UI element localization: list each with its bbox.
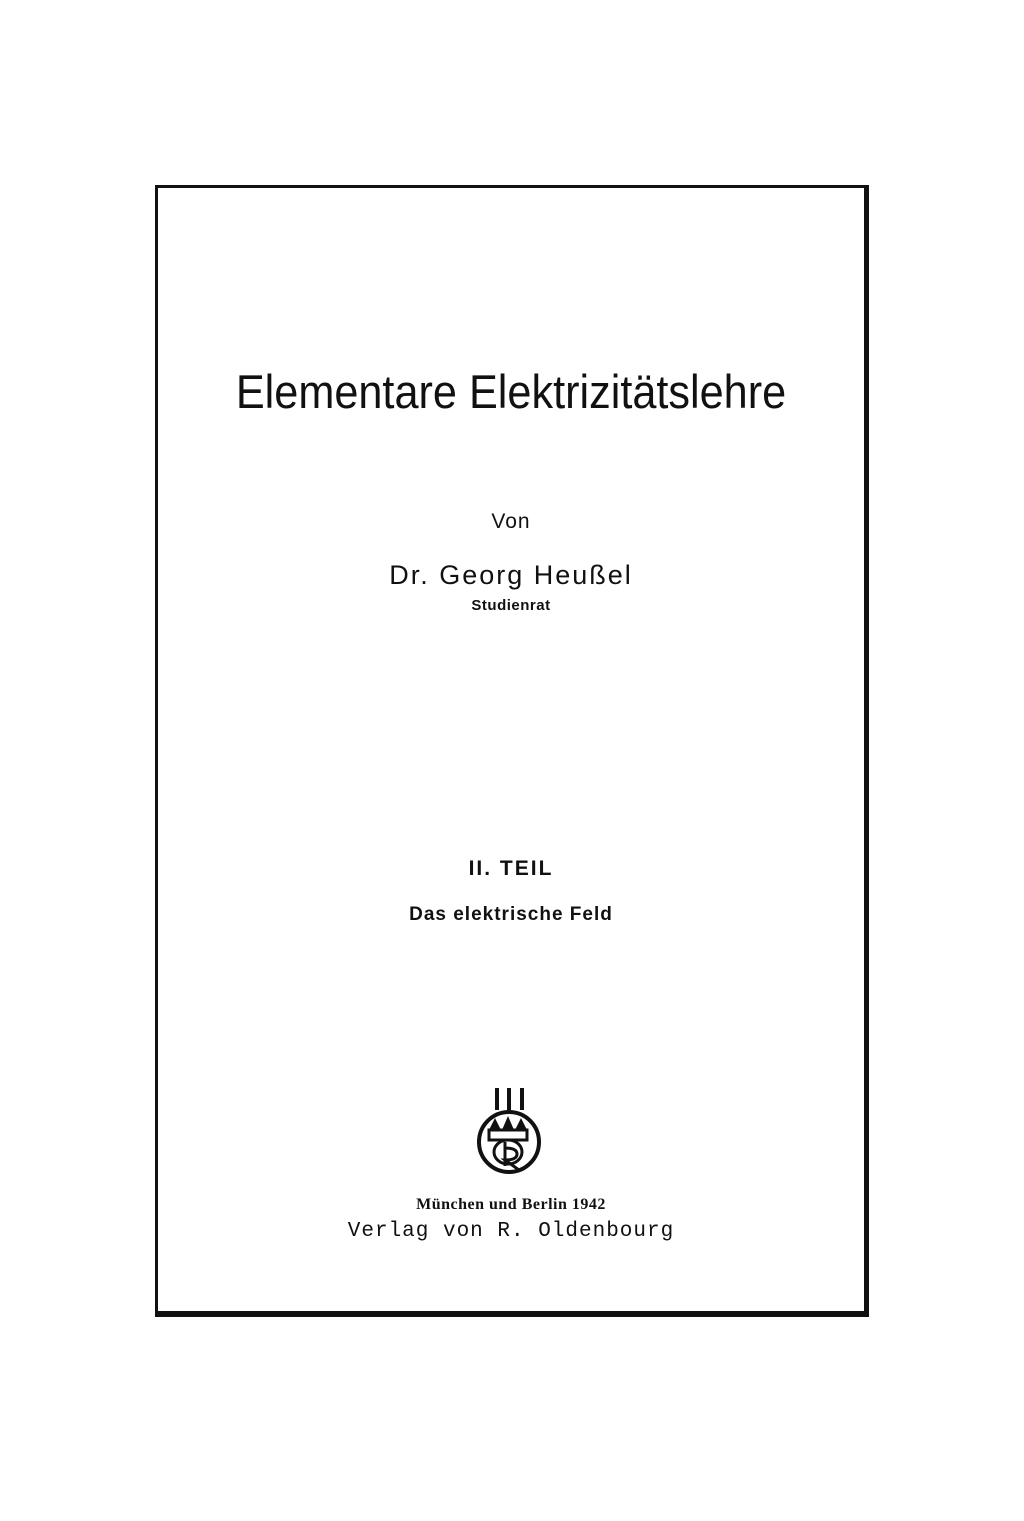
part-number: II. TEIL: [468, 857, 554, 880]
title-page-frame: [155, 185, 869, 1317]
book-title: Elementare Elektrizitätslehre: [235, 365, 787, 418]
author-name: Dr. Georg Heußel: [389, 560, 633, 590]
author-role: Studienrat: [471, 597, 551, 614]
publisher-logo-icon: [475, 1086, 547, 1184]
place-and-year: München und Berlin 1942: [416, 1196, 606, 1213]
part-title: Das elektrische Feld: [409, 904, 613, 925]
by-label: Von: [491, 510, 531, 533]
publisher-name: Verlag von R. Oldenbourg: [347, 1220, 675, 1243]
